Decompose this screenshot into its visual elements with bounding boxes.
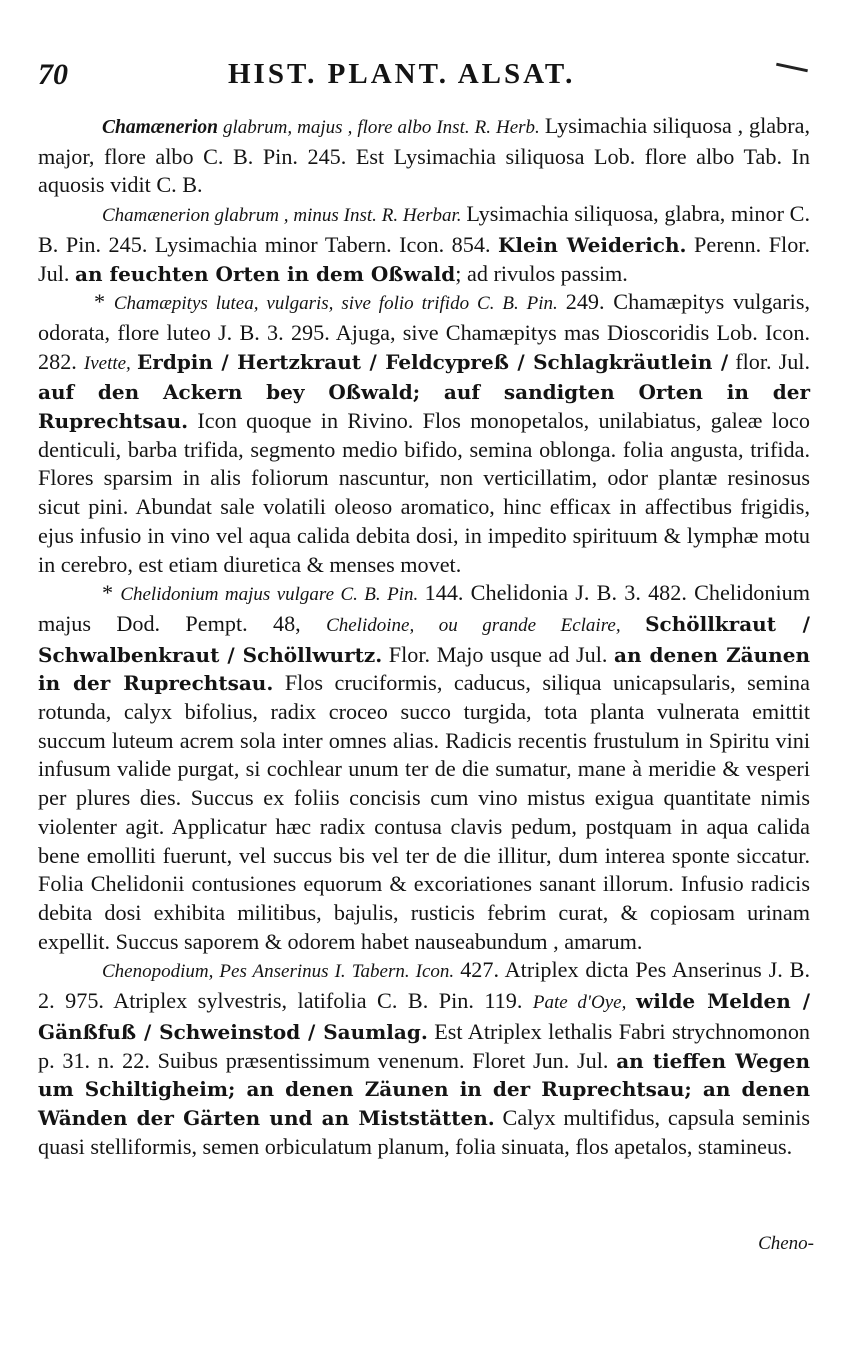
text-run: Icon quoque in Rivino. Flos monopetalos, unilabiatus, galeæ loco denticuli, barba trifida, segmento medio bifido, semina oblonga. folia angusta, trifida. Flores sparsim in alis foliorum nascuntur, non verticillatim, odor plantæ resinosus sicut pini. Abundat sale volatili oleoso aromatico, hinc efficax in affectibus frigidis, ejus infusio in vino vel aqua calida debita dosi, in impedito spirituum & lymphæ motu in cerebro, est etiam diuretica & menses movet. xyxy=(38,408,810,577)
latin-name: Chelidonium majus vulgare C. B. Pin. xyxy=(120,584,425,606)
text-run: Calyx multifidus, capsula seminis quasi stelliformis, semen orbiculatum planum, folia sinuata, flos apetalos, stamineus. xyxy=(38,1104,810,1159)
text-run: Flos cruciformis, caducus, siliqua unicapsularis, semina rotunda, calyx bifolius, radix croceo succo turgida, tota planta vulnerata emittit succum luteum acrem sola inter omnes alias. Radicis recentis frustulum in Spiritu vini infusum valide purgat, si cochlear unum ter de die sumatur, mane à meridie & vesperi per plures dies. Succus ex foliis concisis cum vino mistus exigua quantitate nimis violenter agit. Applicatur hæc radix contusa clavis pedum, postquam in aqua calida bene emolliti fuerunt, vel succus bis vel ter de die illitur, dum interea sponte siccatur. Folia Chelidonii contusiones equorum & excoriationes sanant illorum. Infusio radicis debita dosi exhibita militibus, bajulis, rusticis febrim curat, & copiosam urinam expellit. Succus saporem & odorem habet nauseabundum , amarum. xyxy=(38,670,810,954)
page-header xyxy=(38,58,818,98)
text-run: * xyxy=(102,580,121,606)
latin-name: Chamænerion xyxy=(102,117,218,138)
text-run: 427. Atriplex dicta Pes Anserinus J. B. 2. 975. Atriplex sylvestris, latifolia C. B. Pin. 119. xyxy=(38,957,811,1014)
vernacular-name: an feuchten Orten in dem Oßwald xyxy=(75,261,456,286)
text-run: Lysimachia siliquosa , glabra, major, flore albo C. B. Pin. 245. Est Lysimachia siliquosa Lob. flore albo Tab. In aquosis vidit C. B. xyxy=(38,113,810,198)
text-run: Est Atriplex lethalis Fabri strychnomonon p. 31. n. 22. Suibus præsentissimum venenum. Floret Jun. Jul. xyxy=(38,1018,811,1073)
text-run: Lysimachia siliquosa, glabra, minor C. B. Pin. 245. Lysimachia minor Tabern. Icon. 854. xyxy=(38,201,810,257)
vernacular-name: Erdpin / Hertzkraut / Feldcypreß / Schlagkräutlein / xyxy=(137,349,729,374)
entry-chamaenerion-minus xyxy=(38,200,810,288)
entry-chamaepitys xyxy=(38,288,810,579)
text-run: 144. Chelidonia J. B. 3. 482. Chelidonium majus Dod. Pempt. 48, xyxy=(38,580,810,636)
header-rule xyxy=(776,63,808,73)
text-run: flor. Jul. xyxy=(728,348,811,374)
vernacular-name: auf den Ackern bey Oßwald; auf sandigten Orten in der Ruprechtsau. xyxy=(38,380,810,434)
text-run: 249. Chamæpitys vulgaris, odorata, flore luteo J. B. 3. 295. Ajuga, sive Chamæpitys mas Dioscoridis Lob. Icon. 282. xyxy=(38,289,810,374)
text-run: Flor. Majo usque ad Jul. xyxy=(382,641,615,667)
page-number: 70 xyxy=(38,58,68,91)
vernacular-name: Schöllkraut / Schwalbenkraut / Schöllwurtz. xyxy=(38,611,810,667)
body-text xyxy=(38,112,810,1161)
catchword: Cheno- xyxy=(758,1233,814,1254)
latin-name: Pate d'Oye, xyxy=(532,992,637,1014)
text-run: Perenn. Flor. Jul. xyxy=(38,231,810,286)
latin-name: Ivette, xyxy=(83,352,138,374)
entry-chenopodium xyxy=(38,956,810,1161)
vernacular-name: wilde Melden / Gänßfuß / Schweinstod / Saumlag. xyxy=(38,989,810,1044)
vernacular-name: an denen Zäunen in der Ruprechtsau. xyxy=(38,642,810,696)
vernacular-name: an tieffen Wegen um Schiltigheim; an denen Zäunen in der Ruprechtsau; an denen Wänden der Gärten und an Miststätten. xyxy=(38,1048,810,1130)
latin-name: Chamænerion glabrum , minus Inst. R. Herbar. xyxy=(102,205,467,227)
running-head: HIST. PLANT. ALSAT. xyxy=(228,58,576,90)
vernacular-name: Klein Weiderich. xyxy=(498,232,687,257)
entry-chamaenerion-majus xyxy=(38,112,810,200)
text-run: ; ad rivulos passim. xyxy=(455,260,628,286)
latin-name: Chamæpitys lutea, vulgaris, sive folio trifido C. B. Pin. xyxy=(113,293,566,315)
text-run: * xyxy=(94,289,114,315)
latin-name: glabrum, majus , flore albo Inst. R. Herb. xyxy=(217,117,545,138)
entry-chelidonium xyxy=(38,579,810,956)
latin-name: Chenopodium, Pes Anserinus I. Tabern. Icon. xyxy=(102,961,461,983)
latin-name: Chelidoine, ou grande Eclaire, xyxy=(326,614,646,636)
